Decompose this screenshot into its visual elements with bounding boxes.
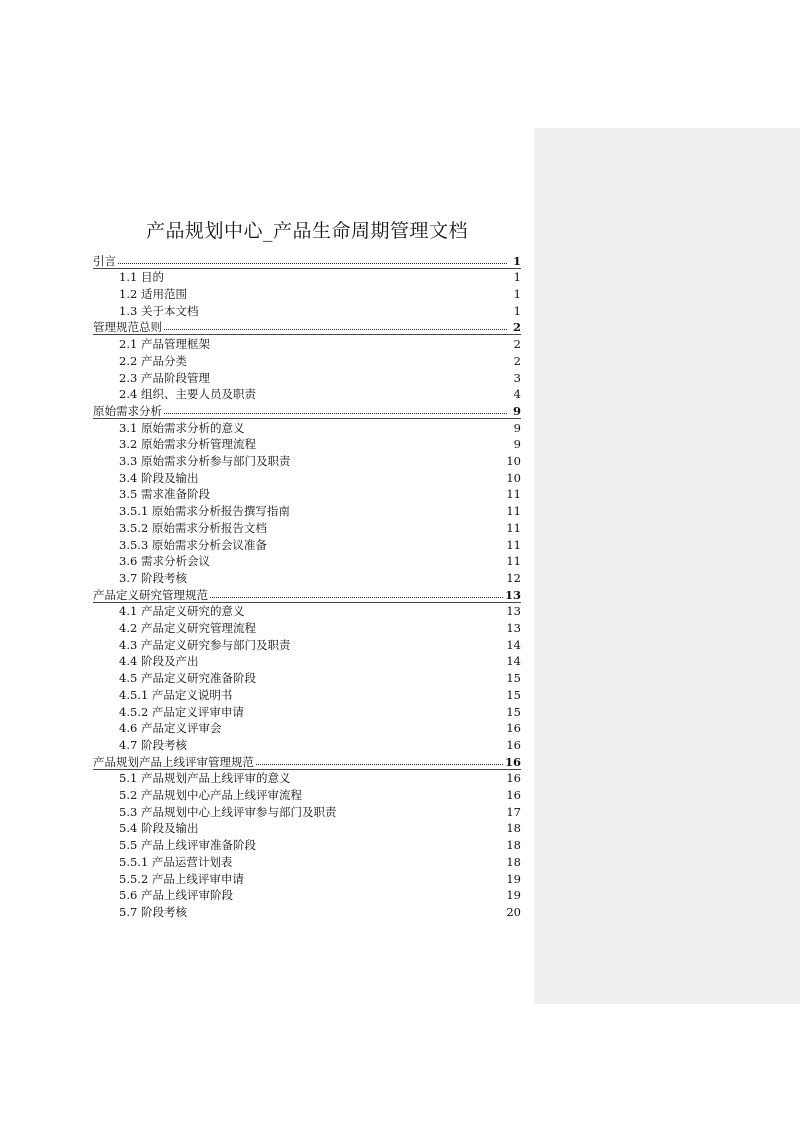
toc-entry-label: 4.3 产品定义研究参与部门及职责 xyxy=(119,637,291,652)
toc-page-number: 20 xyxy=(506,904,521,919)
toc-chapter-entry[interactable] xyxy=(93,585,521,603)
toc-page-number: 10 xyxy=(506,454,521,469)
toc-page-number: 17 xyxy=(506,804,521,819)
toc-page-number: 2 xyxy=(513,353,521,368)
toc-page-number: 9 xyxy=(512,403,521,418)
toc-section-entry[interactable] xyxy=(93,785,521,802)
toc-section-entry[interactable] xyxy=(93,685,521,702)
toc-entry-label: 引言 xyxy=(93,253,116,268)
toc-chapter-entry[interactable] xyxy=(93,752,521,770)
toc-section-entry[interactable] xyxy=(93,418,521,435)
toc-page-number: 16 xyxy=(506,788,521,803)
toc-section-entry[interactable] xyxy=(93,301,521,318)
comment-pane xyxy=(534,128,800,1004)
toc-page-number: 16 xyxy=(506,737,521,752)
toc-page-number: 13 xyxy=(506,621,521,636)
toc-section-entry[interactable] xyxy=(93,652,521,669)
toc-page-number: 16 xyxy=(504,754,521,769)
toc-entry-label: 管理规范总则 xyxy=(93,320,162,335)
toc-page-number: 15 xyxy=(506,687,521,702)
toc-section-entry[interactable] xyxy=(93,351,521,368)
toc-dot-leader xyxy=(118,263,507,264)
toc-dot-leader xyxy=(256,764,503,765)
toc-section-entry[interactable] xyxy=(93,568,521,585)
toc-section-entry[interactable] xyxy=(93,802,521,819)
toc-page-number: 1 xyxy=(513,287,521,302)
toc-entry-label: 4.5.1 产品定义说明书 xyxy=(119,687,233,702)
toc-section-entry[interactable] xyxy=(93,518,521,535)
toc-page-number: 1 xyxy=(513,270,521,285)
toc-section-entry[interactable] xyxy=(93,535,521,552)
toc-page-number: 1 xyxy=(512,253,521,268)
toc-entry-label: 1.1 目的 xyxy=(119,270,164,285)
toc-section-entry[interactable] xyxy=(93,769,521,786)
toc-page-number: 13 xyxy=(504,587,521,602)
toc-entry-label: 5.1 产品规划产品上线评审的意义 xyxy=(119,771,291,786)
toc-section-entry[interactable] xyxy=(93,869,521,886)
toc-entry-label: 1.2 适用范围 xyxy=(119,287,187,302)
toc-entry-label: 5.3 产品规划中心上线评审参与部门及职责 xyxy=(119,804,337,819)
toc-section-entry[interactable] xyxy=(93,669,521,686)
toc-entry-label: 4.5.2 产品定义评审申请 xyxy=(119,704,244,719)
toc-page-number: 3 xyxy=(513,370,521,385)
toc-entry-label: 5.5.1 产品运营计划表 xyxy=(119,854,233,869)
toc-dot-leader xyxy=(164,329,507,330)
toc-section-entry[interactable] xyxy=(93,819,521,836)
toc-page-number: 11 xyxy=(506,487,521,502)
toc-entry-label: 1.3 关于本文档 xyxy=(119,303,199,318)
toc-section-entry[interactable] xyxy=(93,385,521,402)
toc-page-number: 15 xyxy=(506,671,521,686)
toc-section-entry[interactable] xyxy=(93,635,521,652)
toc-page-number: 11 xyxy=(506,554,521,569)
toc-section-entry[interactable] xyxy=(93,552,521,569)
toc-section-entry[interactable] xyxy=(93,368,521,385)
toc-page-number: 11 xyxy=(506,537,521,552)
toc-page-number: 12 xyxy=(506,570,521,585)
toc-dot-leader xyxy=(210,597,503,598)
toc-entry-label: 3.2 原始需求分析管理流程 xyxy=(119,437,256,452)
toc-page-number: 19 xyxy=(506,888,521,903)
toc-page-number: 14 xyxy=(506,637,521,652)
toc-section-entry[interactable] xyxy=(93,719,521,736)
toc-page-number: 4 xyxy=(513,387,521,402)
toc-page-number: 10 xyxy=(506,470,521,485)
toc-page-number: 11 xyxy=(506,504,521,519)
toc-entry-label: 5.2 产品规划中心产品上线评审流程 xyxy=(119,788,302,803)
toc-entry-label: 3.5.2 原始需求分析报告文档 xyxy=(119,520,267,535)
toc-section-entry[interactable] xyxy=(93,502,521,519)
toc-entry-label: 3.7 阶段考核 xyxy=(119,570,187,585)
toc-entry-label: 4.7 阶段考核 xyxy=(119,737,187,752)
toc-page-number: 2 xyxy=(513,337,521,352)
toc-section-entry[interactable] xyxy=(93,618,521,635)
toc-entry-label: 5.7 阶段考核 xyxy=(119,904,187,919)
toc-page-number: 16 xyxy=(506,721,521,736)
toc-entry-label: 3.3 原始需求分析参与部门及职责 xyxy=(119,454,291,469)
toc-chapter-entry[interactable] xyxy=(93,401,521,419)
toc-entry-label: 原始需求分析 xyxy=(93,403,162,418)
toc-section-entry[interactable] xyxy=(93,836,521,853)
toc-entry-label: 3.5.1 原始需求分析报告撰写指南 xyxy=(119,504,290,519)
toc-entry-label: 4.4 阶段及产出 xyxy=(119,654,199,669)
toc-entry-label: 4.2 产品定义研究管理流程 xyxy=(119,621,256,636)
toc-page-number: 2 xyxy=(512,320,521,335)
toc-entry-label: 3.6 需求分析会议 xyxy=(119,554,210,569)
toc-section-entry[interactable] xyxy=(93,886,521,903)
toc-section-entry[interactable] xyxy=(93,602,521,619)
toc-entry-label: 3.5 需求准备阶段 xyxy=(119,487,210,502)
toc-page-number: 18 xyxy=(506,838,521,853)
toc-entry-label: 2.1 产品管理框架 xyxy=(119,337,210,352)
toc-entry-label: 5.6 产品上线评审阶段 xyxy=(119,888,233,903)
toc-entry-label: 5.5 产品上线评审准备阶段 xyxy=(119,838,256,853)
toc-page-number: 18 xyxy=(506,854,521,869)
toc-section-entry[interactable] xyxy=(93,485,521,502)
toc-page-number: 16 xyxy=(506,771,521,786)
toc-page-number: 9 xyxy=(513,437,521,452)
toc-section-entry[interactable] xyxy=(93,702,521,719)
toc-entry-label: 4.1 产品定义研究的意义 xyxy=(119,604,245,619)
toc-page-number: 19 xyxy=(506,871,521,886)
toc-entry-label: 4.5 产品定义研究准备阶段 xyxy=(119,671,256,686)
toc-page-number: 15 xyxy=(506,704,521,719)
toc-entry-label: 产品定义研究管理规范 xyxy=(93,587,208,602)
toc-entry-label: 5.5.2 产品上线评审申请 xyxy=(119,871,244,886)
toc-page-number: 9 xyxy=(513,420,521,435)
toc-section-entry[interactable] xyxy=(93,268,521,285)
toc-section-entry[interactable] xyxy=(93,468,521,485)
toc-section-entry[interactable] xyxy=(93,335,521,352)
toc-section-entry[interactable] xyxy=(93,284,521,301)
toc-entry-label: 产品规划产品上线评审管理规范 xyxy=(93,754,254,769)
toc-dot-leader xyxy=(164,413,507,414)
toc-chapter-entry[interactable] xyxy=(93,318,521,336)
toc-page-number: 13 xyxy=(506,604,521,619)
document-title: 产品规划中心_产品生命周期管理文档 xyxy=(145,220,468,242)
toc-section-entry[interactable] xyxy=(93,902,521,919)
toc-section-entry[interactable] xyxy=(93,852,521,869)
toc-section-entry[interactable] xyxy=(93,435,521,452)
toc-entry-label: 2.2 产品分类 xyxy=(119,353,187,368)
toc-section-entry[interactable] xyxy=(93,451,521,468)
toc-entry-label: 4.6 产品定义评审会 xyxy=(119,721,222,736)
toc-chapter-entry[interactable] xyxy=(93,251,521,269)
toc-entry-label: 3.4 阶段及输出 xyxy=(119,470,199,485)
toc-section-entry[interactable] xyxy=(93,735,521,752)
toc-entry-label: 3.1 原始需求分析的意义 xyxy=(119,420,245,435)
toc-entry-label: 2.3 产品阶段管理 xyxy=(119,370,210,385)
toc-page-number: 11 xyxy=(506,520,521,535)
toc-entry-label: 5.4 阶段及输出 xyxy=(119,821,199,836)
toc-page-number: 18 xyxy=(506,821,521,836)
toc-page-number: 14 xyxy=(506,654,521,669)
toc-entry-label: 2.4 组织、主要人员及职责 xyxy=(119,387,256,402)
toc-entry-label: 3.5.3 原始需求分析会议准备 xyxy=(119,537,267,552)
toc-page-number: 1 xyxy=(513,303,521,318)
